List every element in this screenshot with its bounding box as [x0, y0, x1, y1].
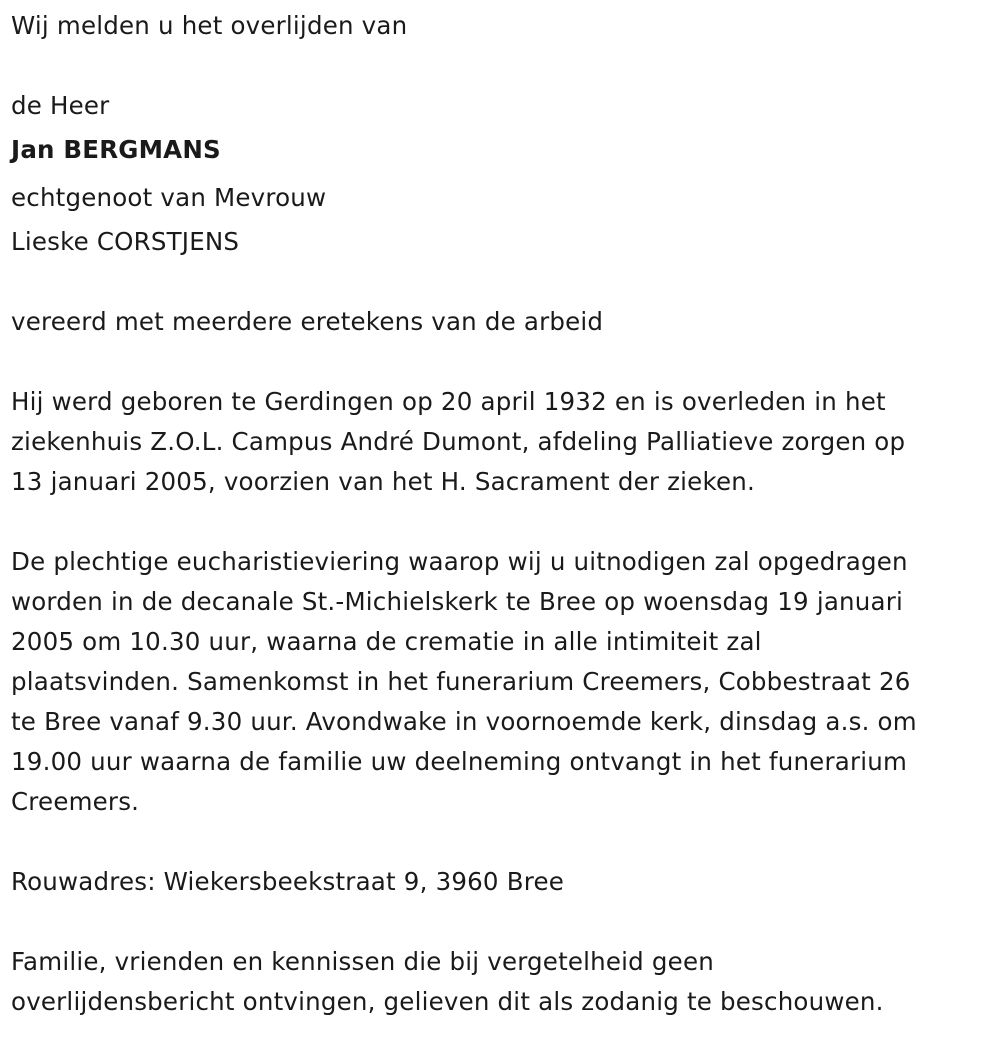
paragraph-line: ziekenhuis Z.O.L. Campus André Dumont, afdeling Palliatieve zorgen op — [11, 427, 906, 456]
paragraph-line: Hij werd geboren te Gerdingen op 20 april 1932 en is overleden in het — [11, 387, 886, 416]
mourning-address: Rouwadres: Wiekersbeekstraat 9, 3960 Bree — [11, 867, 564, 896]
paragraph-line: plaatsvinden. Samenkomst in het funerarium Creemers, Cobbestraat 26 — [11, 667, 911, 696]
paragraph-line: Familie, vrienden en kennissen die bij vergetelheid geen — [11, 947, 714, 976]
paragraph-line: 13 januari 2005, voorzien van het H. Sacrament der zieken. — [11, 467, 755, 496]
closing-paragraph — [11, 942, 986, 1022]
spacer — [11, 342, 986, 382]
paragraph-line: worden in de decanale St.-Michielskerk te Bree op woensdag 19 januari — [11, 587, 903, 616]
honors-line: vereerd met meerdere eretekens van de arbeid — [11, 307, 604, 336]
paragraph-line: Creemers. — [11, 787, 140, 816]
spacer — [11, 902, 986, 942]
spouse-line-2: Lieske CORSTJENS — [11, 227, 240, 256]
ceremony-paragraph — [11, 542, 986, 822]
paragraph-line: te Bree vanaf 9.30 uur. Avondwake in voornoemde kerk, dinsdag a.s. om — [11, 707, 917, 736]
spacer — [11, 822, 986, 862]
spacer — [11, 46, 986, 86]
death-notice — [11, 6, 986, 1022]
deceased-name: Jan BERGMANS — [11, 135, 221, 164]
intro-line: Wij melden u het overlijden van — [11, 11, 408, 40]
spacer — [11, 262, 986, 302]
paragraph-line: overlijdensbericht ontvingen, gelieven dit als zodanig te beschouwen. — [11, 987, 884, 1016]
paragraph-line: 2005 om 10.30 uur, waarna de crematie in alle intimiteit zal — [11, 627, 762, 656]
spouse-line-1: echtgenoot van Mevrouw — [11, 183, 327, 212]
spacer — [11, 502, 986, 542]
paragraph-line: De plechtige eucharistieviering waarop wij u uitnodigen zal opgedragen — [11, 547, 908, 576]
salutation: de Heer — [11, 91, 110, 120]
paragraph-line: 19.00 uur waarna de familie uw deelneming ontvangt in het funerarium — [11, 747, 908, 776]
birth-death-paragraph — [11, 382, 986, 502]
